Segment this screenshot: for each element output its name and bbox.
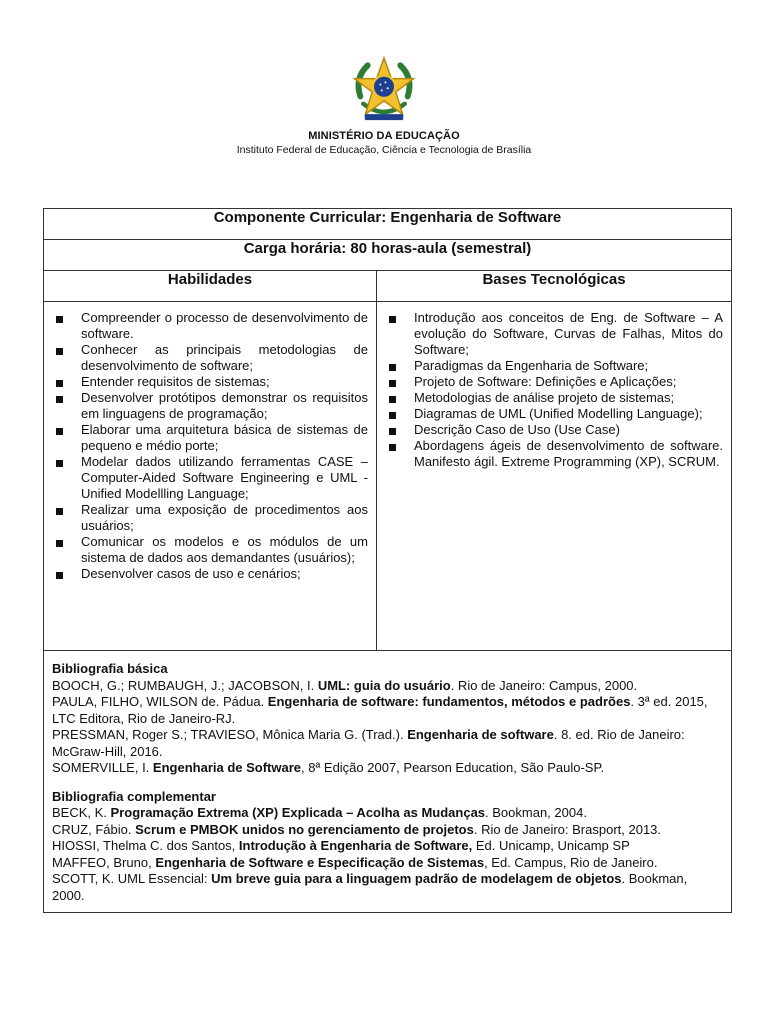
list-item: Desenvolver protótipos demonstrar os requisitos em linguagens de programação;: [52, 390, 368, 422]
bibliografia-complementar-heading: Bibliografia complementar: [52, 788, 216, 804]
institute-name: Instituto Federal de Educação, Ciência e Tecnologia de Brasília: [236, 144, 532, 156]
list-item: Elaborar uma arquitetura básica de sistemas de pequeno e médio porte;: [52, 422, 368, 454]
list-item: Paradigmas da Engenharia de Software;: [385, 358, 723, 374]
curriculum-table: [43, 208, 732, 913]
reference: SCOTT, K. UML Essencial: Um breve guia para a linguagem padrão de modelagem de objetos. Bookman, 2000.: [52, 871, 688, 903]
habilidades-header: Habilidades: [44, 271, 377, 302]
list-item: Abordagens ágeis de desenvolvimento de software. Manifesto ágil. Extreme Programming (XP), SCRUM.: [385, 438, 723, 470]
list-item: Comunicar os modelos e os módulos de um sistema de dados aos demandantes (usuários);: [52, 534, 368, 566]
list-item: Compreender o processo de desenvolvimento de software.: [52, 310, 368, 342]
coat-of-arms-icon: [347, 52, 421, 126]
ministry-name: MINISTÉRIO DA EDUCAÇÃO: [308, 130, 460, 142]
list-item: Introdução aos conceitos de Eng. de Software – A evolução do Software, Curvas de Falhas, Mitos do Software;: [385, 310, 723, 358]
list-item: Diagramas de UML (Unified Modelling Language);: [385, 406, 723, 422]
habilidades-list: [52, 310, 368, 582]
reference: SOMERVILLE, I. Engenharia de Software, 8ª Edição 2007, Pearson Education, São Paulo-SP.: [52, 760, 605, 775]
bibliografia-complementar: [52, 789, 723, 905]
document-header: [0, 52, 768, 156]
list-item: Entender requisitos de sistemas;: [52, 374, 368, 390]
list-item: Realizar uma exposição de procedimentos aos usuários;: [52, 502, 368, 534]
list-item: Descrição Caso de Uso (Use Case): [385, 422, 723, 438]
list-item: Modelar dados utilizando ferramentas CASE – Computer-Aided Software Engineering e UML - Unified Modellling Language;: [52, 454, 368, 502]
reference: HIOSSI, Thelma C. dos Santos, Introdução à Engenharia de Software, Ed. Unicamp, Unicamp SP: [52, 838, 630, 853]
reference: BOOCH, G.; RUMBAUGH, J.; JACOBSON, I. UML: guia do usuário. Rio de Janeiro: Campus, 2000.: [52, 677, 638, 693]
reference: MAFFEO, Bruno, Engenharia de Software e Especificação de Sistemas, Ed. Campus, Rio de Janeiro.: [52, 854, 658, 870]
bibliography-cell: [44, 651, 732, 913]
bases-cell: [377, 302, 732, 651]
reference: CRUZ, Fábio. Scrum e PMBOK unidos no gerenciamento de projetos. Rio de Janeiro: Brasport, 2013.: [52, 821, 662, 837]
component-title: Componente Curricular: Engenharia de Software: [44, 209, 732, 240]
workload: Carga horária: 80 horas-aula (semestral): [44, 240, 732, 271]
habilidades-cell: [44, 302, 377, 651]
reference: PAULA, FILHO, WILSON de. Pádua. Engenharia de software: fundamentos, métodos e padrões. 3ª ed. 2015, LTC Editora, Rio de Janeiro-RJ.: [52, 694, 708, 726]
list-item: Conhecer as principais metodologias de desenvolvimento de software;: [52, 342, 368, 374]
reference: BECK, K. Programação Extrema (XP) Explicada – Acolha as Mudanças. Bookman, 2004.: [52, 805, 587, 820]
list-item: Desenvolver casos de uso e cenários;: [52, 566, 368, 582]
bibliografia-basica-heading: Bibliografia básica: [52, 661, 168, 676]
bibliografia-basica: [52, 661, 723, 777]
bases-header: Bases Tecnológicas: [377, 271, 732, 302]
reference: PRESSMAN, Roger S.; TRAVIESO, Mônica Maria G. (Trad.). Engenharia de software. 8. ed. Rio de Janeiro: McGraw-Hill, 2016.: [52, 727, 685, 759]
list-item: Projeto de Software: Definições e Aplicações;: [385, 374, 723, 390]
list-item: Metodologias de análise projeto de sistemas;: [385, 390, 723, 406]
bases-list: [385, 310, 723, 470]
